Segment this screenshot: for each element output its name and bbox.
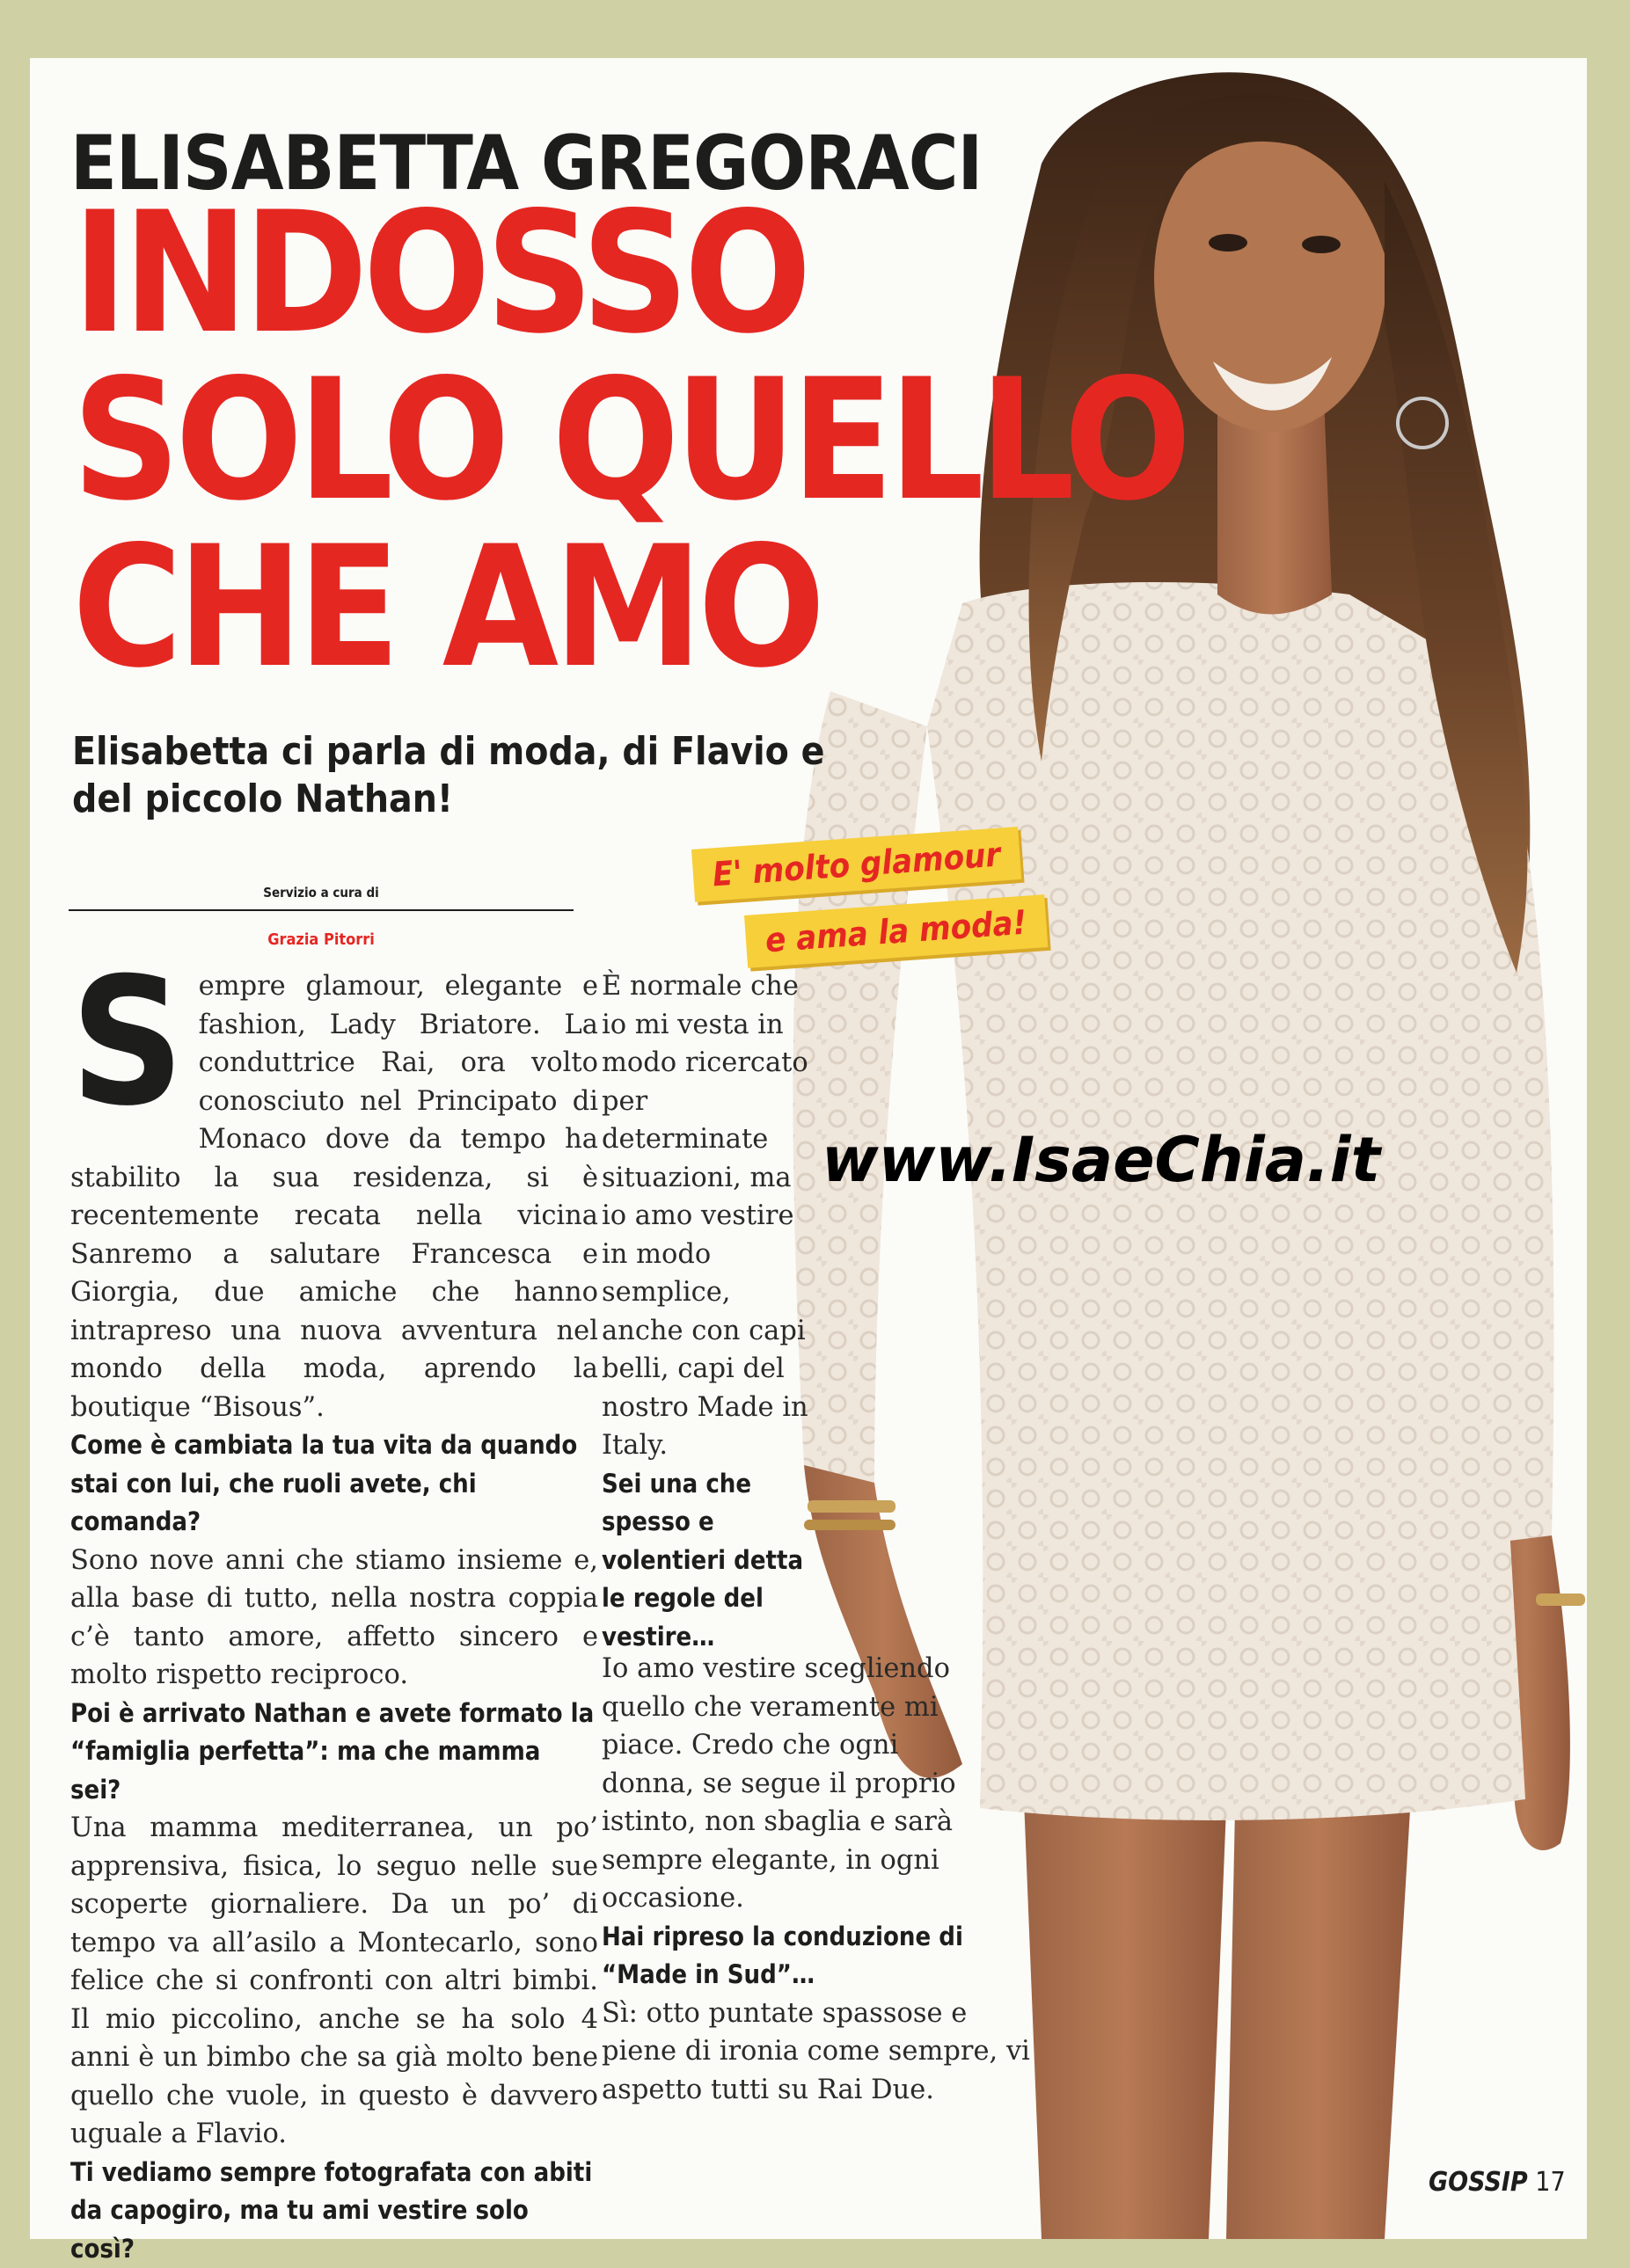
callout-tag-2: e ama la moda! [744,894,1048,968]
article-headline [72,190,1187,691]
page-folio [1429,2167,1566,2198]
magazine-page [30,58,1587,2239]
question-1: Come è cambiata la tua vita da quando stai con lui, che ruoli avete, chi comanda? [70,1426,598,1542]
article-column-2 [602,967,820,1656]
byline-label: Servizio a cura di [69,885,574,901]
magazine-name: GOSSIP [1429,2167,1528,2198]
intro-paragraph [70,967,598,1426]
answer-2: Una mamma mediterranea, un po’ apprensiva, fisica, lo seguo nelle sue scoperte giornaliere. Da un po’ di tempo va all’asilo a Montecarlo, sono felice che si confronti con altri bimbi. Il mio piccolino, anche se ha solo 4 anni è un bimbo che sa già molto bene quello che vuole, in questo è davvero uguale a Flavio. [70,1809,598,2154]
answer-3: È normale che io mi vesta in modo ricercato per determinate situazioni, ma io amo vestire in modo semplice, anche con capi belli, capi del nostro Made in Italy. [602,967,820,1465]
article-deck: Elisabetta ci parla di moda, di Flavio e del piccolo Nathan! [72,728,864,823]
headline-line-2: SOLO QUELLO [72,357,1187,524]
headline-line-1: INDOSSO [72,190,1187,357]
article-column-2-continued [602,1650,1094,2109]
answer-4: Io amo vestire scegliendo quello che veramente mi piace. Credo che ogni donna, se segue il proprio istinto, non sbaglia e sarà sempre elegante, in ogni occasione. [602,1650,989,1918]
headline-line-3: CHE AMO [72,524,1187,691]
intro-text: empre glamour, elegante e fashion, Lady Briatore. La conduttrice Rai, ora volto conosciuto nel Principato di Monaco dove da tempo ha stabilito la sua residenza, si è recentemente recata nella vicina Sanremo a salutare Francesca e Giorgia, due amiche che hanno intrapreso una nuova avventura nel mondo della moda, aprendo la boutique “Bisous”. [70,971,598,1423]
page-number: 17 [1535,2167,1565,2198]
answer-5: Sì: otto puntate spassose e piene di ironia come sempre, vi aspetto tutti su Rai Due. [602,1995,1042,2110]
answer-1: Sono nove anni che stiamo insieme e, alla base di tutto, nella nostra coppia c’è tanto amore, affetto sincero e molto rispetto reciproco. [70,1542,598,1695]
question-4: Sei una che spesso e volentieri detta le regole del vestire… [602,1465,820,1657]
question-2: Poi è arrivato Nathan e avete formato la “famiglia perfetta”: ma che mamma sei? [70,1695,598,1810]
byline-author: Grazia Pitorri [69,930,574,949]
callout-tag-1: E' molto glamour [691,827,1021,902]
watermark: www.IsaeChia.it [822,1124,1380,1196]
article-kicker: ELISABETTA GREGORACI [70,120,982,208]
byline [69,885,574,911]
question-3: Ti vediamo sempre fotografata con abiti da capogiro, ma tu ami vestire solo così? [70,2154,598,2268]
drop-cap: S [70,973,185,1124]
question-5: Hai ripreso la conduzione di “Made in Sud”… [602,1918,989,1995]
article-column-1 [70,967,598,2268]
